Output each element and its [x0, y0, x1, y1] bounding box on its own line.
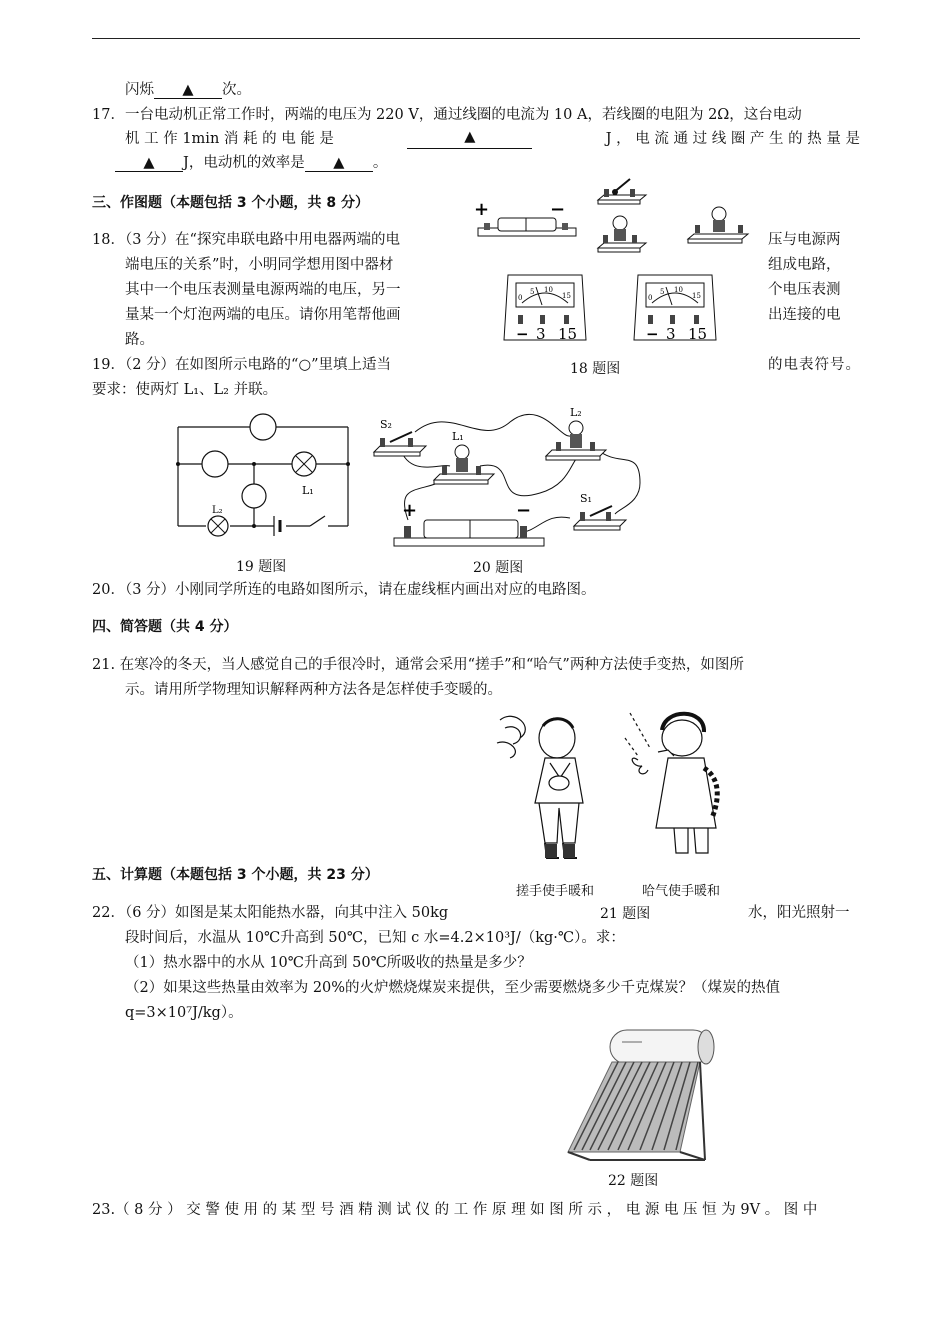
- scale-15: 15: [692, 292, 701, 300]
- q22-line5: q=3×10⁷J/kg）。: [125, 1005, 243, 1021]
- q18-caption: 18 题图: [570, 361, 621, 377]
- q17-line2: 机 工 作 1min 消 耗 的 电 能 是 ▲ J ， 电 流 通 过 线 圈 产 生 的 热 量 是: [125, 129, 860, 147]
- q22-line4: （2）如果这些热量由效率为 20%的火炉燃烧煤炭来提供，至少需要燃烧多少千克煤炭？（煤炭的热值: [125, 980, 781, 996]
- terminal-minus: −: [516, 325, 529, 343]
- answer-blank[interactable]: ▲: [154, 82, 222, 99]
- q22-line1: 22．（6 分）如图是某太阳能热水器，向其中注入 50kg: [92, 905, 449, 921]
- q22-solar-heater-figure: [560, 1022, 720, 1167]
- battery-box: [394, 500, 544, 546]
- q20-text: 20．（3 分）小刚同学所连的电路如图所示，请在虚线框内画出对应的电路图。: [92, 582, 596, 598]
- terminal-15: 15: [558, 325, 578, 343]
- q19-line2: 要求：使两灯 L₁、L₂ 并联。: [92, 382, 278, 398]
- battery-holder: [474, 199, 576, 236]
- scale-0: 0: [518, 294, 523, 302]
- terminal-3: 3: [536, 325, 546, 343]
- plus-sign: +: [474, 199, 490, 220]
- meter-circle-middle[interactable]: [242, 484, 266, 508]
- q18-line1: 18．（3 分）在“探究串联电路中用电器两端的电: [92, 232, 400, 248]
- lamp-l1-symbol: [292, 452, 316, 476]
- minus-sign: −: [550, 199, 566, 220]
- q21-caption: 21 题图: [600, 906, 651, 922]
- q16-tail: 闪烁 ▲ 次。: [125, 82, 251, 98]
- battery-symbol: [274, 516, 280, 536]
- q18-line1-right: 压与电源两: [768, 232, 841, 248]
- switch-s2: [374, 418, 426, 456]
- terminal-minus: −: [646, 325, 659, 343]
- lamp-1: [598, 216, 646, 252]
- terminal-3: 3: [666, 325, 676, 343]
- q21-figure-rub-hands: [495, 708, 625, 868]
- voltmeter-2: [634, 275, 716, 343]
- q17-line3: ▲ J，电动机的效率是 ▲ 。: [115, 153, 387, 173]
- q19-caption: 19 题图: [236, 559, 287, 575]
- q18-line4: 量某一个灯泡两端的电压。请你用笔帮他画: [125, 307, 401, 323]
- label-l1: L₁: [452, 430, 464, 443]
- answer-blank[interactable]: ▲: [407, 129, 532, 149]
- answer-blank[interactable]: ▲: [115, 155, 183, 172]
- q21-line1: 21. 在寒冷的冬天，当人感觉自己的手很冷时，通常会采用“搓手”和“哈气”两种方法使手变热，如图所: [92, 657, 744, 673]
- q21-caption-left: 搓手使手暖和: [516, 884, 595, 899]
- q18-line2-right: 组成电路，: [768, 257, 841, 273]
- q23-line1: 23.（ 8 分 ） 交 警 使 用 的 某 型 号 酒 精 测 试 仪 的 工 作 原 理 如 图 所 示 ， 电 源 电 压 恒 为 9V 。 图 中: [92, 1202, 818, 1218]
- q21-line2: 示。请用所学物理知识解释两种方法各是怎样使手变暖的。: [125, 682, 502, 698]
- scale-5: 5: [660, 288, 665, 296]
- section-5-title: 五、计算题（本题包括 3 个小题，共 23 分）: [92, 867, 379, 883]
- q21-caption-right: 哈气使手暖和: [642, 884, 721, 899]
- lamp-l1: [434, 430, 494, 484]
- q20-figure: [370, 408, 650, 553]
- q20-caption: 20 题图: [473, 560, 524, 576]
- q21-figure-blow-hands: [620, 708, 750, 868]
- q22-line3: （1）热水器中的水从 10℃升高到 50℃所吸收的热量是多少？: [125, 955, 532, 971]
- label-l2: L₂: [212, 505, 223, 516]
- answer-blank[interactable]: ▲: [305, 155, 373, 172]
- plus-sign: +: [402, 500, 418, 521]
- lamp-l2: [546, 406, 606, 460]
- q18-line3: 其中一个电压表测量电源两端的电压，另一: [125, 282, 401, 298]
- label-s1: S₁: [580, 492, 592, 505]
- header-rule: [92, 38, 860, 39]
- terminal-15: 15: [688, 325, 708, 343]
- label-s2: S₂: [380, 418, 392, 431]
- q19-line1: 19．（2 分）在如图所示电路的“○”里填上适当: [92, 357, 392, 373]
- q19-line1-right: 的电表符号。: [768, 357, 861, 373]
- q19-circuit: [170, 410, 360, 535]
- q18-line5: 路。: [125, 332, 154, 348]
- label-l1: L₁: [302, 484, 314, 497]
- q22-line1-right: 水，阳光照射一: [748, 905, 850, 921]
- minus-sign: −: [516, 500, 532, 521]
- scale-10: 10: [674, 286, 683, 294]
- q22-line2: 段时间后，水温从 10℃升高到 50℃，已知 c 水=4.2×10³J/（kg·℃）。求：: [125, 930, 625, 946]
- label-l2: L₂: [570, 406, 582, 419]
- meter-circle-top[interactable]: [250, 414, 276, 440]
- scale-10: 10: [544, 286, 553, 294]
- q22-caption: 22 题图: [608, 1173, 659, 1189]
- scale-0: 0: [648, 294, 653, 302]
- voltmeter-1: [504, 275, 586, 343]
- switch: [598, 179, 646, 204]
- section-4-title: 四、简答题（共 4 分）: [92, 619, 238, 635]
- lamp-l2-symbol: [208, 516, 228, 536]
- q18-figure: [470, 165, 770, 345]
- scale-5: 5: [530, 288, 535, 296]
- q18-line2: 端电压的关系”时，小明同学想用图中器材: [125, 257, 394, 273]
- section-3-title: 三、作图题（本题包括 3 个小题，共 8 分）: [92, 195, 369, 211]
- q18-line4-right: 出连接的电: [768, 307, 841, 323]
- scale-15: 15: [562, 292, 571, 300]
- q18-line3-right: 个电压表测: [768, 282, 841, 298]
- meter-circle-left[interactable]: [202, 451, 228, 477]
- lamp-2: [688, 207, 748, 243]
- q17-line1: 17．一台电动机正常工作时，两端的电压为 220 V，通过线圈的电流为 10 A，若线圈的电阻为 2Ω，这台电动: [92, 107, 802, 123]
